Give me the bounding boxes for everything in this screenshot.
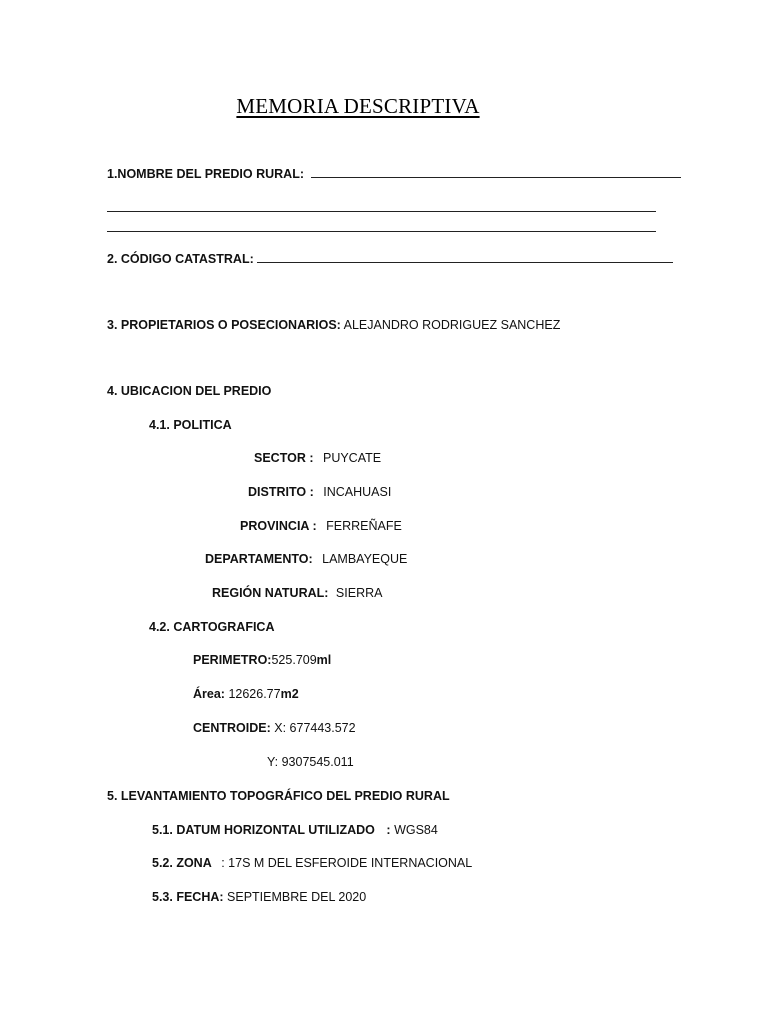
section-1-row [107,165,681,182]
centroide-y: Y: 9307545.011 [267,755,354,769]
perimetro-unit: ml [316,653,332,667]
perimetro-value: 525.709 [271,653,317,667]
departamento-row [205,551,407,567]
sector-label: SECTOR : [254,451,314,465]
section-2-row [107,250,673,267]
section-4-1-heading: 4.1. POLITICA [149,418,232,432]
section-3-row [107,317,560,333]
perimetro-label: PERIMETRO: [193,653,272,667]
zona-label: 5.2. ZONA [152,856,212,870]
area-value: 12626.77 [228,687,281,701]
fecha-row [152,889,366,905]
departamento-value: LAMBAYEQUE [322,552,408,566]
area-unit: m2 [280,687,299,701]
section-4-heading: 4. UBICACION DEL PREDIO [107,384,272,398]
region-row [212,585,382,601]
section-5-heading: 5. LEVANTAMIENTO TOPOGRÁFICO DEL PREDIO RURAL [107,789,450,803]
region-value: SIERRA [335,586,383,600]
fecha-label: 5.3. FECHA: [152,890,224,904]
zona-value: : 17S M DEL ESFEROIDE INTERNACIONAL [221,856,473,870]
section-2-label: 2. CÓDIGO CATASTRAL: [107,252,254,266]
region-label: REGIÓN NATURAL: [212,586,329,600]
area-row [193,686,299,702]
blank-line-1 [107,211,656,212]
datum-separator: : [386,823,391,837]
provincia-label: PROVINCIA : [240,519,317,533]
provincia-row [240,518,402,534]
datum-label: 5.1. DATUM HORIZONTAL UTILIZADO [152,823,375,837]
section-2-blank [257,250,673,263]
datum-row [152,822,438,838]
section-3-label: 3. PROPIETARIOS O POSECIONARIOS: [107,318,341,332]
distrito-row [248,484,391,500]
section-1-label: 1.NOMBRE DEL PREDIO RURAL: [107,167,305,181]
area-label: Área: [193,687,225,701]
centroide-row [193,720,356,736]
centroide-x: X: 677443.572 [274,721,356,735]
section-4-2-heading: 4.2. CARTOGRAFICA [149,620,275,634]
zona-row [152,855,472,871]
distrito-value: INCAHUASI [323,485,392,499]
sector-value: PUYCATE [322,451,382,465]
document-title: MEMORIA DESCRIPTIVA [236,94,480,118]
provincia-value: FERREÑAFE [326,519,402,533]
owner-name: ALEJANDRO RODRIGUEZ SANCHEZ [343,318,561,332]
fecha-value: SEPTIEMBRE DEL 2020 [227,890,367,904]
blank-line-2 [107,231,656,232]
distrito-label: DISTRITO : [248,485,314,499]
centroide-label: CENTROIDE: [193,721,271,735]
section-1-blank [311,165,681,178]
sector-row [254,450,381,466]
datum-value: WGS84 [394,823,438,837]
perimetro-row [193,652,331,668]
departamento-label: DEPARTAMENTO: [205,552,313,566]
